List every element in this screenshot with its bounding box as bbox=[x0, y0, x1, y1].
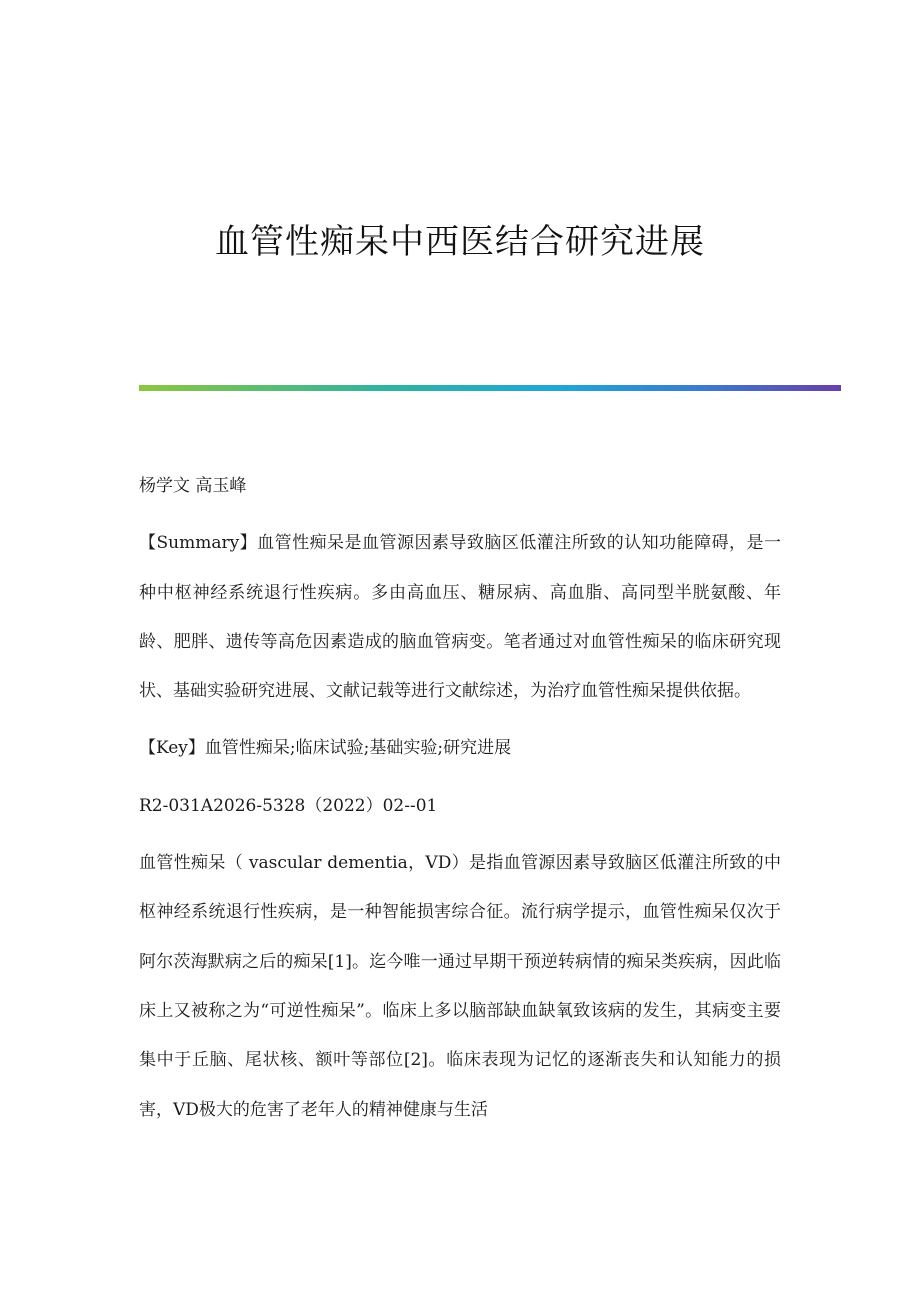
gradient-divider bbox=[139, 385, 841, 391]
keywords-tag: 【Key】 bbox=[139, 738, 205, 759]
keywords-text: 血管性痴呆;临床试验;基础实验;研究进展 bbox=[204, 738, 512, 759]
classification-code: R2-031A2026-5328（2022）02--01 bbox=[139, 795, 438, 816]
summary-tag: 【Summary】 bbox=[139, 533, 258, 554]
summary-text: 血管性痴呆是血管源因素导致脑区低灌注所致的认知功能障碍，是一种中枢神经系统退行性疾病。多由高血压、糖尿病、高血脂、高同型半胱氨酸、年龄、肥胖、遗传等高危因素造成的脑血管病变。笔者通过对血管性痴呆的临床研究现状、基础实验研究进展、文献记载等进行文献综述，为治疗血管性痴呆提供依据。 bbox=[139, 533, 782, 702]
document-body bbox=[139, 462, 781, 1135]
summary-paragraph bbox=[139, 519, 781, 716]
authors-line: 杨学文 高玉峰 bbox=[139, 476, 247, 496]
body-paragraph: 血管性痴呆（ vascular dementia，VD）是指血管源因素导致脑区低灌注所致的中枢神经系统退行性疾病，是一种智能损害综合征。流行病学提示，血管性痴呆仅次于阿尔茨海默病之后的痴呆[1]。迄今唯一通过早期干预逆转病情的痴呆类疾病，因此临床上又被称之为“可逆性痴呆”。临床上多以脑部缺血缺氧致该病的发生，其病变主要集中于丘脑、尾状核、额叶等部位[2]。临床表现为记忆的逐渐丧失和认知能力的损害，VD极大的危害了老年人的精神健康与生活 bbox=[139, 853, 781, 1120]
document-title: 血管性痴呆中西医结合研究进展 bbox=[215, 222, 705, 262]
keywords-paragraph bbox=[139, 724, 781, 773]
